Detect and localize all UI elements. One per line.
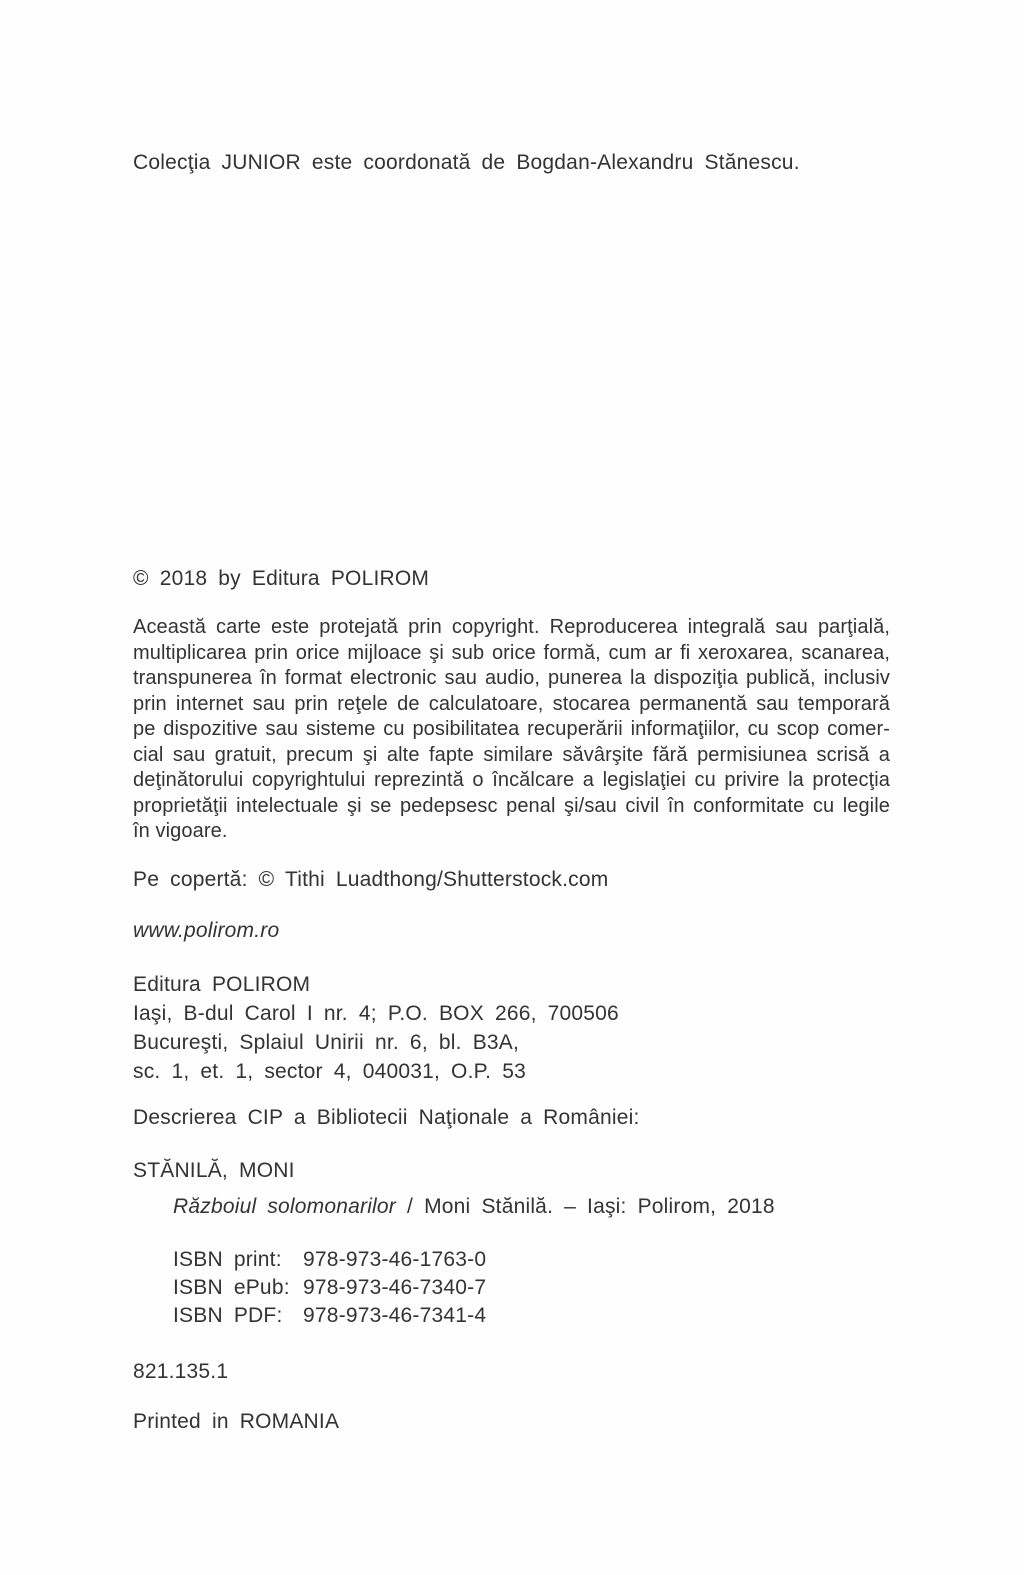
publisher-address-line: sc. 1, et. 1, sector 4, 040031, O.P. 53 [133, 1060, 526, 1083]
publisher-address-block [133, 970, 619, 1086]
notice-line: cial sau gratuit, precum şi alte fapte similare săvârşite fără permisiunea scrisă a [133, 743, 890, 766]
copyright-year-line: © 2018 by Editura POLIROM [133, 567, 430, 590]
isbn-list [173, 1246, 486, 1330]
notice-line: transpunerea în format electronic sau audio, punerea la dispoziţia publică, inclusiv [133, 667, 890, 689]
isbn-value: 978-973-46-1763-0 [303, 1248, 487, 1271]
cip-heading: Descrierea CIP a Bibliotecii Naţionale a României: [133, 1106, 640, 1129]
isbn-row [173, 1274, 486, 1302]
isbn-value: 978-973-46-7340-7 [303, 1276, 487, 1299]
notice-line: pe dispozitive sau sisteme cu posibilitatea recuperării informaţiilor, cu scop comer- [133, 718, 890, 740]
isbn-row [173, 1246, 486, 1274]
isbn-label: ISBN print: [173, 1248, 282, 1271]
notice-line: proprietăţii intelectuale şi se pedepsesc penal şi/sau civil în conformitate cu legile [133, 794, 890, 817]
notice-line: Această carte este protejată prin copyright. Reproducerea integrală sau parţială, [133, 616, 890, 638]
cip-title-line [173, 1195, 775, 1219]
notice-line: în vigoare. [133, 820, 228, 842]
printed-in-line: Printed in ROMANIA [133, 1410, 340, 1433]
publisher-address-line: Bucureşti, Splaiul Unirii nr. 6, bl. B3A, [133, 1031, 520, 1054]
isbn-label: ISBN ePub: [173, 1276, 290, 1299]
notice-line: multiplicarea prin orice mijloace şi sub orice formă, cum ar fi xeroxarea, scanarea, [133, 641, 890, 664]
publisher-address-line: Iaşi, B-dul Carol I nr. 4; P.O. BOX 266, 700506 [133, 1002, 619, 1025]
notice-line: prin internet sau prin reţele de calculatoare, stocarea permanentă sau temporară [133, 692, 890, 715]
publisher-name: Editura POLIROM [133, 973, 311, 996]
isbn-label: ISBN PDF: [173, 1304, 283, 1327]
publisher-website-url: www.polirom.ro [133, 919, 280, 942]
cip-title-rest: / Moni Stănilă. – Iaşi: Polirom, 2018 [396, 1195, 775, 1218]
isbn-value: 978-973-46-7341-4 [303, 1304, 487, 1327]
collection-note: Colecţia JUNIOR este coordonată de Bogdan-Alexandru Stănescu. [133, 151, 800, 174]
cover-credit-line: Pe copertă: © Tithi Luadthong/Shutterstock.com [133, 868, 609, 891]
notice-line: deţinătorului copyrightului reprezintă o încălcare a legislaţiei cu privire la protecţia [133, 769, 890, 791]
book-title: Războiul solomonarilor [173, 1195, 396, 1218]
cip-author-name: STĂNILĂ, MONI [133, 1159, 295, 1182]
isbn-row [173, 1302, 486, 1330]
copyright-notice-paragraph [133, 615, 890, 845]
udc-classification-number: 821.135.1 [133, 1360, 229, 1383]
